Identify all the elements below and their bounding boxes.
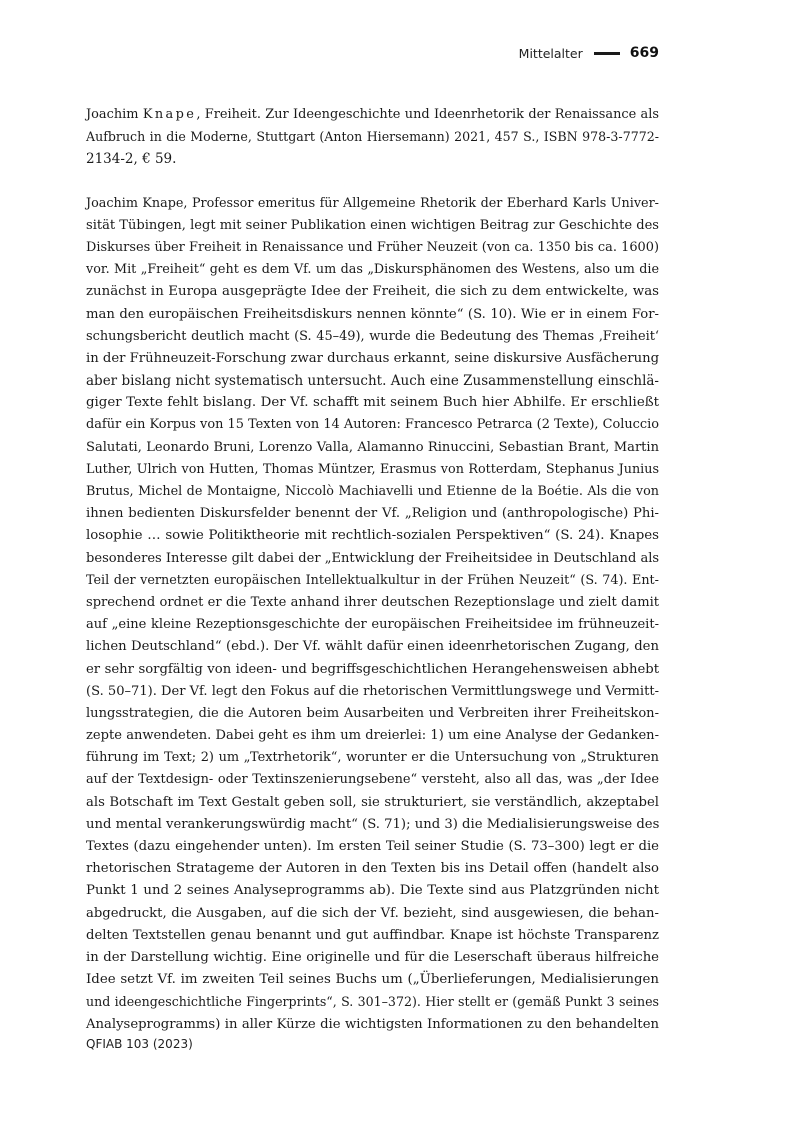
body-line: auf „eine kleine Rezeptionsgeschichte der europäischen Freiheitsidee im frühneuzeit- xyxy=(86,617,659,633)
body-line: lungsstrategien, die die Autoren beim Ausarbeiten und Verbreiten ihrer Freiheitskon- xyxy=(86,705,659,721)
body-line: Idee setzt Vf. im zweiten Teil seines Buchs um („Überlieferungen, Medialisierungen xyxy=(86,972,659,988)
body-line: sität Tübingen, legt mit seiner Publikation einen wichtigen Beitrag zur Geschichte des xyxy=(86,217,659,233)
body-line: zepte anwendeten. Dabei geht es ihm um dreierlei: 1) um eine Analyse der Gedanken- xyxy=(86,728,659,744)
review-body-paragraph xyxy=(86,193,659,1036)
body-line: Punkt 1 und 2 seines Analyseprogramms ab). Die Texte sind aus Platzgründen nicht xyxy=(86,883,659,899)
section-label: Mittelalter xyxy=(518,45,583,61)
body-line: und mental verankerungswürdig macht“ (S. 71); und 3) die Medialisierungsweise des xyxy=(86,816,660,832)
body-line: Salutati, Leonardo Bruni, Lorenzo Valla, Alamanno Rinuccini, Sebastian Brant, Martin xyxy=(86,439,659,455)
body-line: vor. Mit „Freiheit“ geht es dem Vf. um das „Diskursphänomen des Westens, also um die xyxy=(86,262,659,278)
citation-line xyxy=(86,104,659,126)
body-line: man den europäischen Freiheitsdiskurs nennen könnte“ (S. 10). Wie er in einem For- xyxy=(86,306,659,322)
body-line: Analyseprogramms) in aller Kürze die wichtigsten Informationen zu den behandelten xyxy=(86,1016,659,1032)
journal-footer: QFIAB 103 (2023) xyxy=(86,1037,193,1051)
body-line: sprechend ordnet er die Texte anhand ihrer deutschen Rezeptionslage und zielt damit xyxy=(86,594,659,610)
body-line: abgedruckt, die Ausgaben, auf die sich der Vf. bezieht, sind ausgewiesen, die behan- xyxy=(86,905,659,921)
body-line: als Botschaft im Text Gestalt geben soll, sie strukturiert, sie verständlich, akzeptabel xyxy=(86,794,659,810)
citation-line: 2134-2, € 59. xyxy=(86,151,177,168)
book-citation xyxy=(86,104,659,171)
body-line: Brutus, Michel de Montaigne, Niccolò Machiavelli und Etienne de la Boétie. Als die von xyxy=(86,484,659,499)
body-line: losophie … sowie Politiktheorie mit rechtlich-sozialen Perspektiven“ (S. 24). Knapes xyxy=(86,528,659,544)
body-line: und ideengeschichtliche Fingerprints“, S. 301–372). Hier stellt er (gemäß Punkt 3 seines xyxy=(86,994,659,1010)
citation-line: Aufbruch in die Moderne, Stuttgart (Anton Hiersemann) 2021, 457 S., ISBN 978-3-7772- xyxy=(86,129,659,145)
running-header xyxy=(86,42,659,64)
body-line: Teil der vernetzten europäischen Intellektualkultur in der Frühen Neuzeit“ (S. 74). Ent- xyxy=(86,572,659,588)
body-line: giger Texte fehlt bislang. Der Vf. schafft mit seinem Buch hier Abhilfe. Er erschließt xyxy=(86,395,659,411)
body-line: führung im Text; 2) um „Textrhetorik“, worunter er die Untersuchung von „Strukturen xyxy=(86,750,659,766)
body-line: Luther, Ulrich von Hutten, Thomas Müntzer, Erasmus von Rotterdam, Stephanus Junius xyxy=(86,461,659,477)
body-line: Diskurses über Freiheit in Renaissance und Früher Neuzeit (von ca. 1350 bis ca. 1600) xyxy=(86,239,659,255)
body-line: er sehr sorgfältig von ideen- und begriffsgeschichtlichen Herangehensweisen abhebt xyxy=(86,661,659,677)
body-line: in der Darstellung wichtig. Eine originelle und für die Leserschaft überaus hilfreiche xyxy=(86,949,659,965)
page-content xyxy=(86,104,659,1036)
body-line: in der Frühneuzeit-Forschung zwar durchaus erkannt, seine diskursive Ausfächerung xyxy=(86,350,660,366)
body-line: Joachim Knape, Professor emeritus für Allgemeine Rhetorik der Eberhard Karls Univer- xyxy=(86,195,659,211)
body-line: dafür ein Korpus von 15 Texten von 14 Autoren: Francesco Petrarca (2 Texte), Coluccio xyxy=(86,417,659,433)
citation-author-name: Knape xyxy=(142,107,197,122)
body-line: rhetorischen Stratageme der Autoren in den Texten bis ins Detail offen (handelt also xyxy=(86,861,659,877)
body-line: aber bislang nicht systematisch untersucht. Auch eine Zusammenstellung einschlä- xyxy=(86,373,659,390)
body-line: lichen Deutschland“ (ebd.). Der Vf. wählt dafür einen ideenrhetorischen Zugang, den xyxy=(86,639,659,655)
body-line: Textes (dazu eingehender unten). Im ersten Teil seiner Studie (S. 73–300) legt er die xyxy=(86,839,659,854)
body-line: delten Textstellen genau benannt und gut auffindbar. Knape ist höchste Transparenz xyxy=(86,927,659,943)
header-rule xyxy=(594,52,620,55)
body-line: schungsbericht deutlich macht (S. 45–49), wurde die Bedeutung des Themas ‚Freiheit‘ xyxy=(86,328,659,344)
page-number: 669 xyxy=(629,45,659,61)
body-line: (S. 50–71). Der Vf. legt den Fokus auf die rhetorischen Vermittlungswege und Vermitt- xyxy=(86,683,659,699)
citation-first-name: Joachim xyxy=(86,107,139,122)
body-line: ihnen bedienten Diskursfelder benennt der Vf. „Religion und (anthropologische) Phi- xyxy=(86,506,659,522)
body-line: zunächst in Europa ausgeprägte Idee der Freiheit, die sich zu dem entwickelte, was xyxy=(86,284,659,300)
citation-title-text: , Freiheit. Zur Ideengeschichte und Ideenrhetorik der Renaissance als xyxy=(196,107,659,122)
body-line: auf der Textdesign- oder Textinszenierungsebene“ versteht, also all das, was „der Idee xyxy=(86,772,659,788)
body-line: besonderes Interesse gilt dabei der „Entwicklung der Freiheitsidee in Deutschland als xyxy=(86,550,660,566)
